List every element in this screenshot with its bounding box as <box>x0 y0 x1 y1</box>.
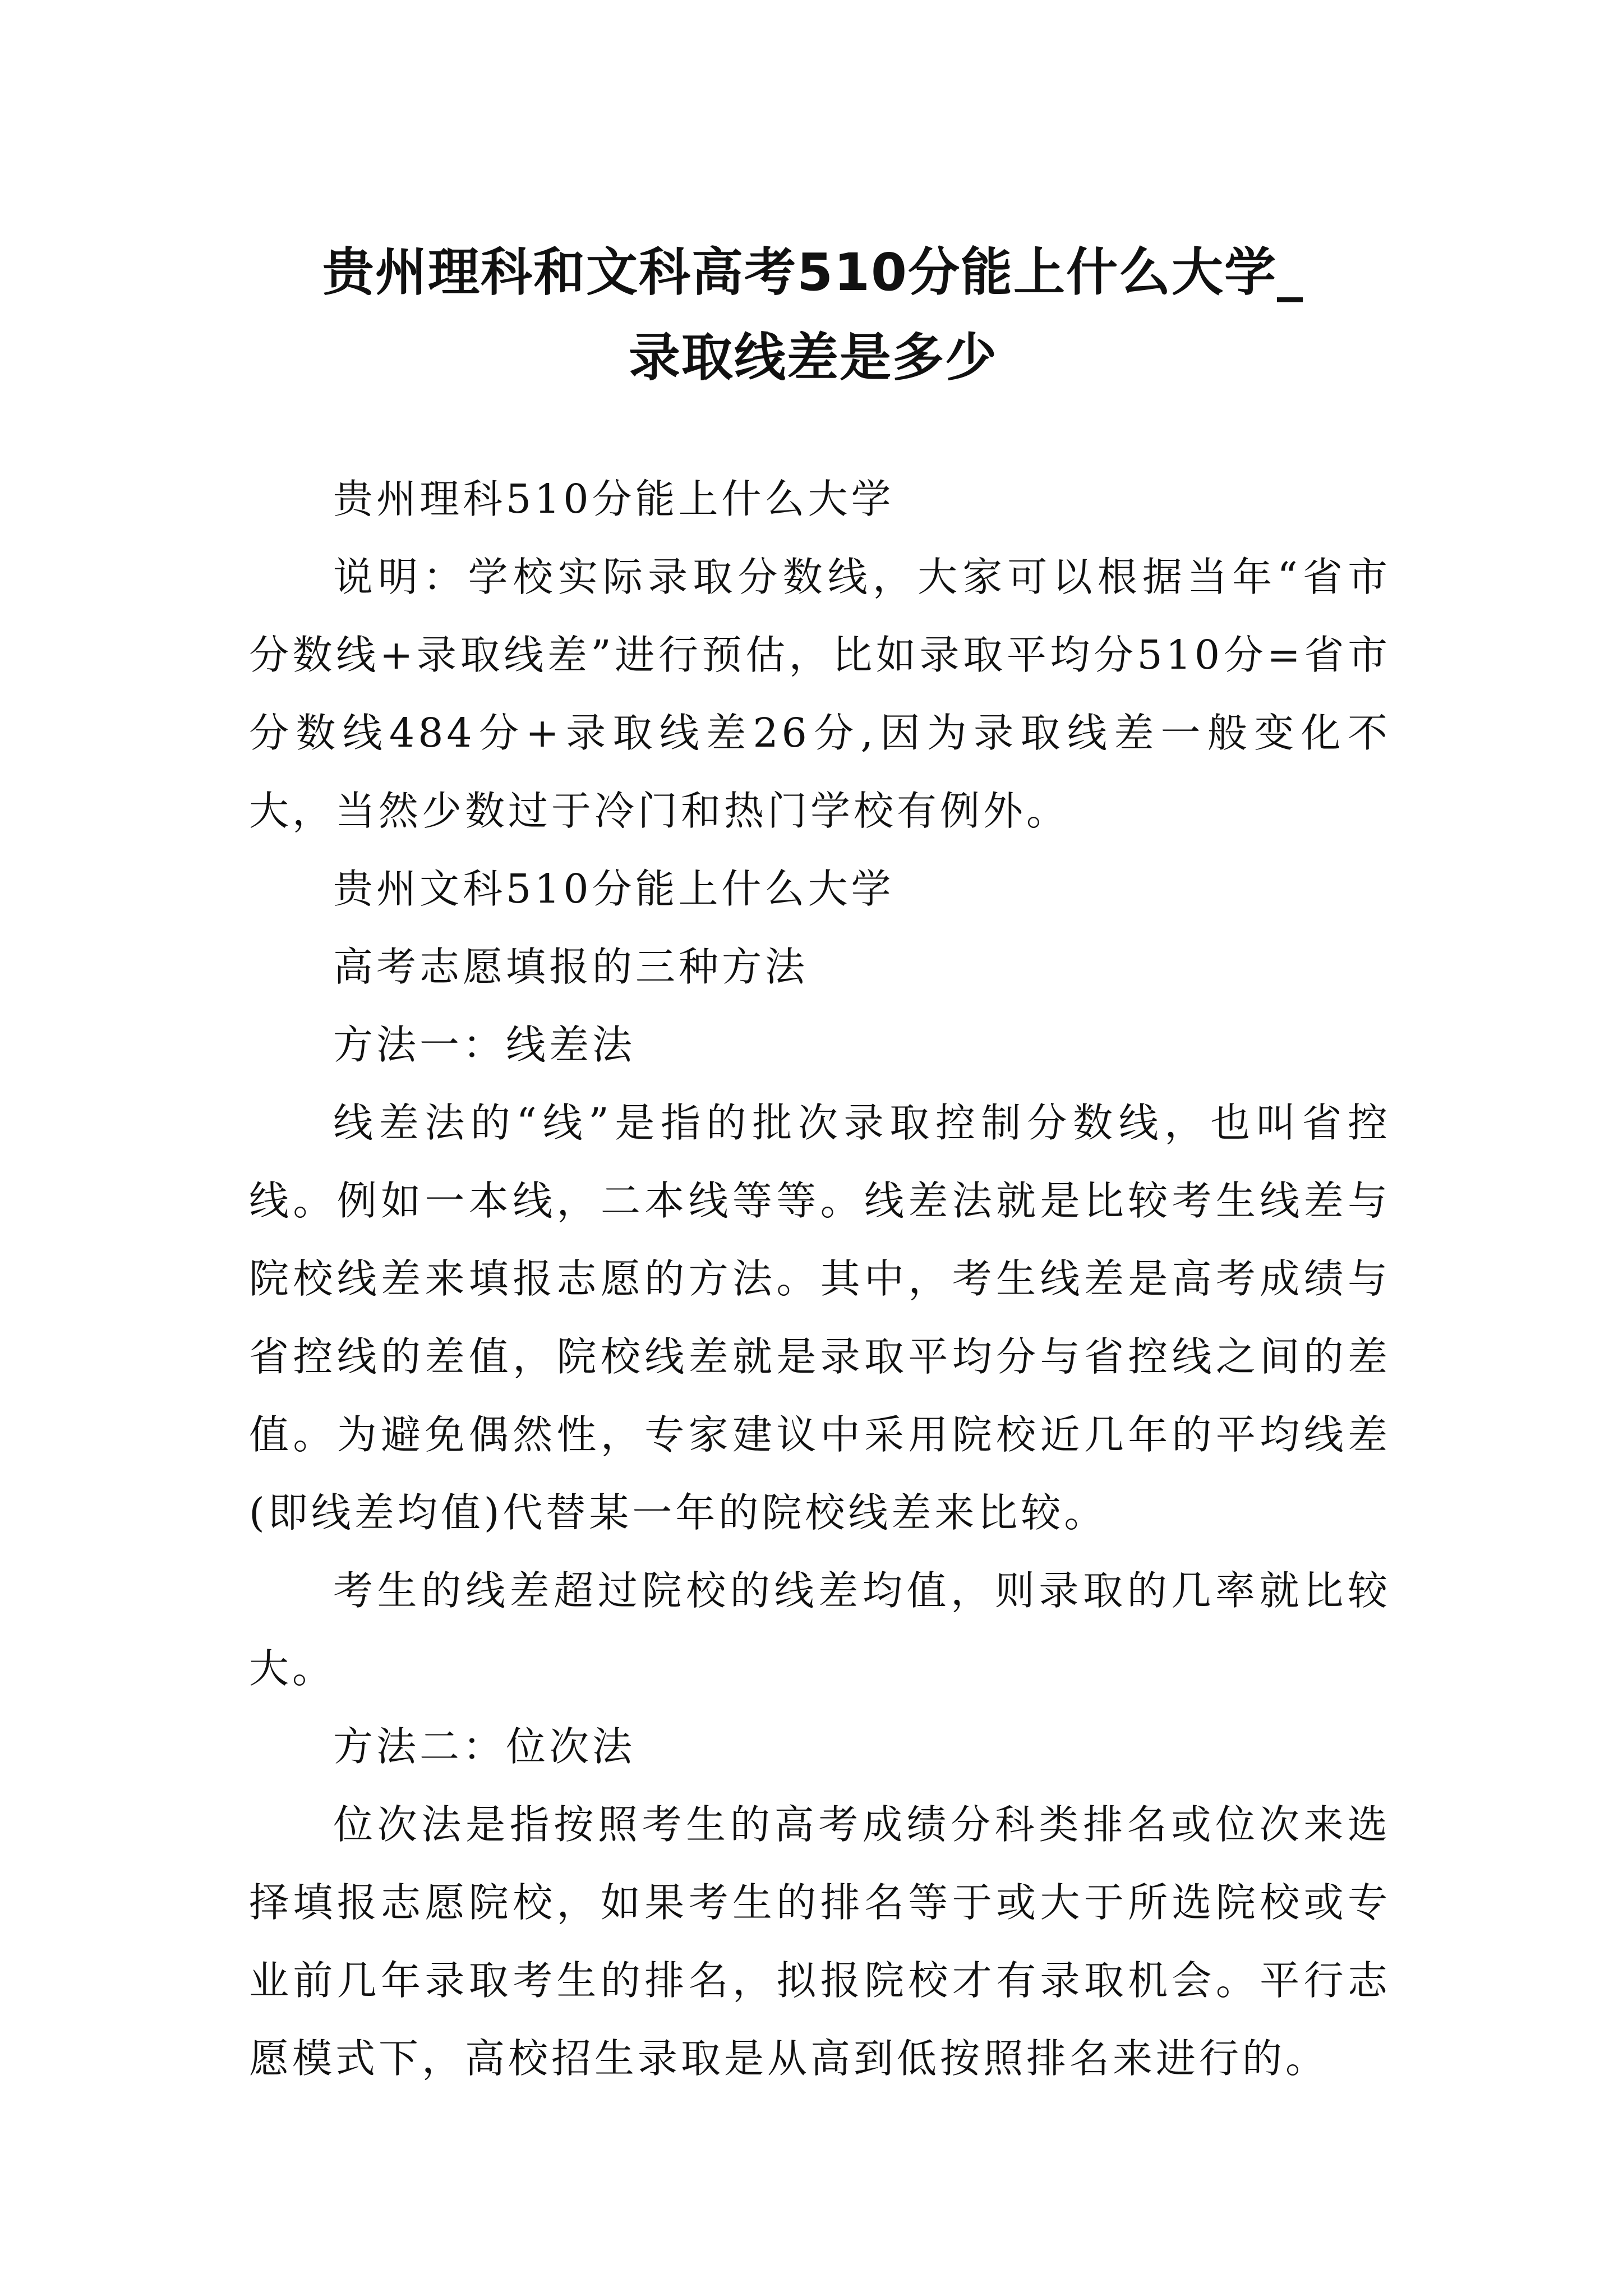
paragraph-heading-science: 贵州理科510分能上什么大学 <box>333 476 895 522</box>
paragraph-method-one-body: 线差法的“线”是指的批次录取控制分数线，也叫省控线。例如一本线，二本线等等。线差法就是比较考生线差与院校线差来填报志愿的方法。其中，考生线差是高考成绩与省控线的差值，院校线差就是录取平均分与省控线之间的差值。为避免偶然性，专家建议中采用院校近几年的平均线差(即线差均值)代替某一年的院校线差来比较。 <box>249 1099 1391 1536</box>
paragraph-explanation: 说明：学校实际录取分数线，大家可以根据当年“省市分数线+录取线差”进行预估，比如录取平均分510分=省市分数线484分+录取线差26分,因为录取线差一般变化不大，当然少数过于冷门和热门学校有例外。 <box>249 554 1391 834</box>
paragraph-method-one-conclusion: 考生的线差超过院校的线差均值，则录取的几率就比较大。 <box>249 1567 1391 1692</box>
paragraph-method-one-title: 方法一：线差法 <box>333 1022 636 1068</box>
paragraph-heading-arts: 贵州文科510分能上什么大学 <box>333 866 895 912</box>
document-title <box>236 230 1391 401</box>
paragraph-heading-methods: 高考志愿填报的三种方法 <box>333 944 809 990</box>
paragraph-method-two-title: 方法二：位次法 <box>333 1723 636 1770</box>
title-line-2: 录取线差是多少 <box>628 327 998 388</box>
document-body <box>249 460 1391 2097</box>
title-line-1: 贵州理科和文科高考510分能上什么大学_ <box>322 242 1304 302</box>
paragraph-method-two-body: 位次法是指按照考生的高考成绩分科类排名或位次来选择填报志愿院校，如果考生的排名等于或大于所选院校或专业前几年录取考生的排名，拟报院校才有录取机会。平行志愿模式下，高校招生录取是从高到低按照排名来进行的。 <box>249 1801 1391 2082</box>
